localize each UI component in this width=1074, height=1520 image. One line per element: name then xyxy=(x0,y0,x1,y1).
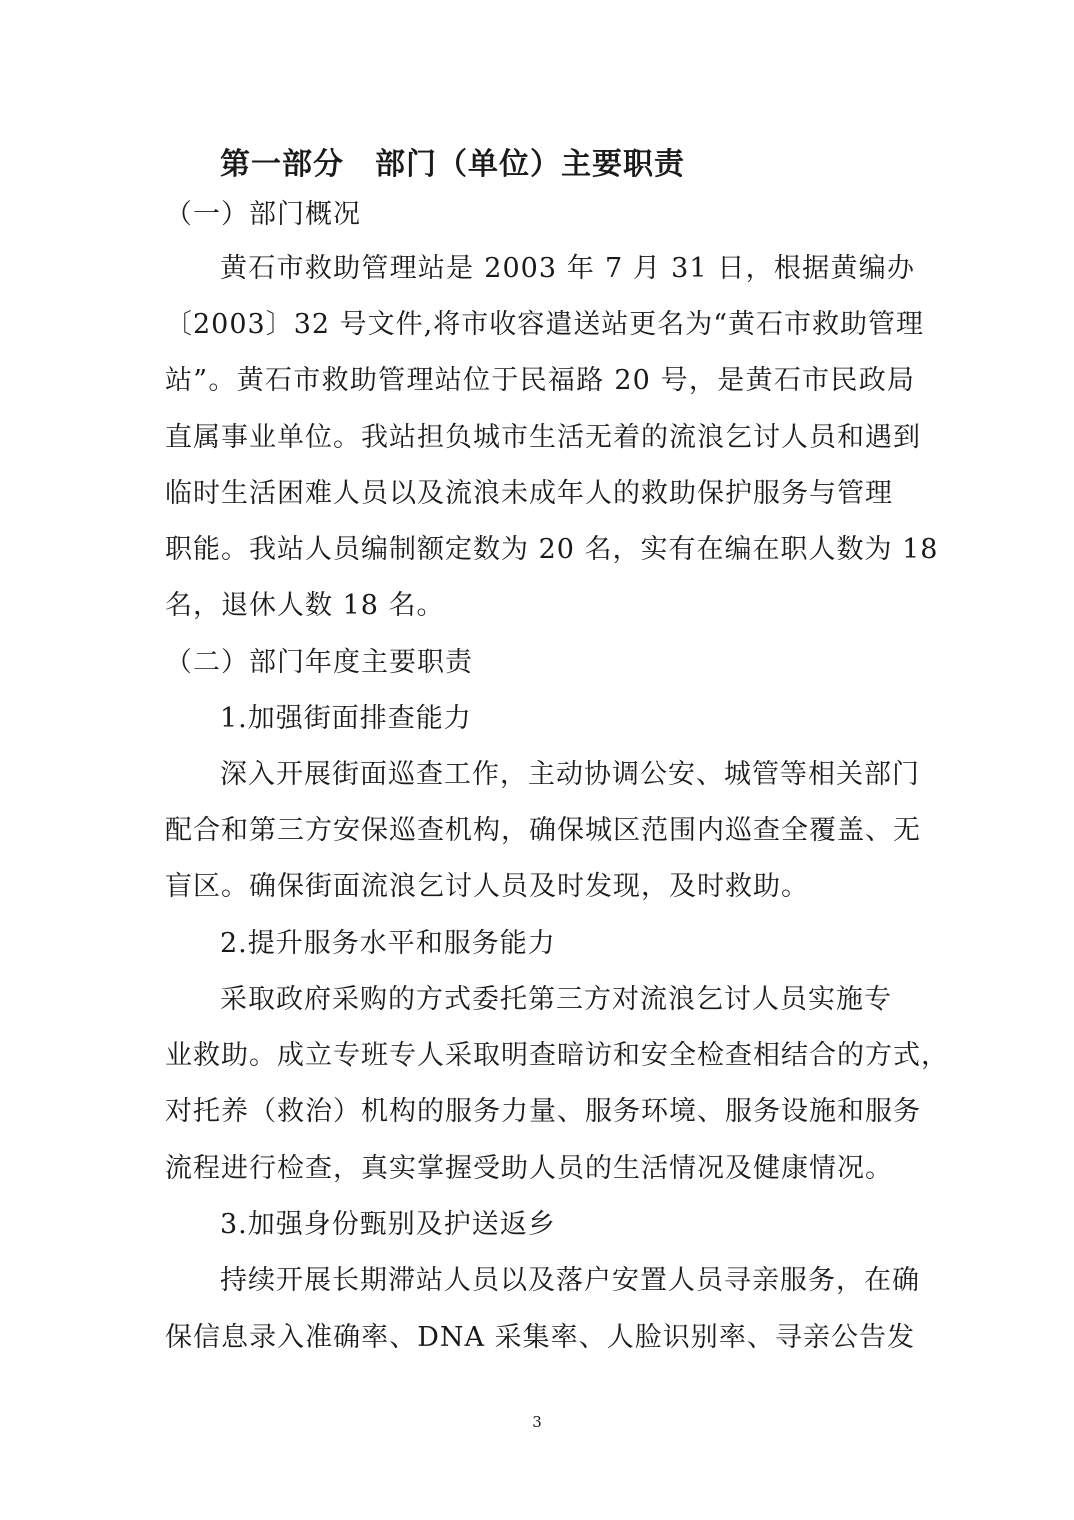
paragraph-line: 业救助。成立专班专人采取明查暗访和安全检查相结合的方式， xyxy=(165,1040,949,1071)
paragraph-line: 持续开展长期滞站人员以及落户安置人员寻亲服务，在确 xyxy=(220,1265,920,1296)
paragraph-line: 流程进行检查，真实掌握受助人员的生活情况及健康情况。 xyxy=(165,1153,893,1184)
paragraph-line: 黄石市救助管理站是 2003 年 7 月 31 日，根据黄编办 xyxy=(220,253,915,284)
paragraph-line: 〔2003〕32 号文件,将市收容遣送站更名为“黄石市救助管理 xyxy=(165,309,925,340)
paragraph-line: 名，退休人数 18 名。 xyxy=(165,590,445,621)
paragraph-line: 深入开展街面巡查工作，主动协调公安、城管等相关部门 xyxy=(220,759,920,790)
item-title: 3.加强身份甄别及护送返乡 xyxy=(220,1209,556,1240)
item-title: 2.提升服务水平和服务能力 xyxy=(220,928,556,959)
paragraph-line: 盲区。确保街面流浪乞讨人员及时发现，及时救助。 xyxy=(165,871,809,902)
paragraph-line: 临时生活困难人员以及流浪未成年人的救助保护服务与管理 xyxy=(165,478,893,509)
paragraph-line: 配合和第三方安保巡查机构，确保城区范围内巡查全覆盖、无 xyxy=(165,815,921,846)
paragraph-line: 直属事业单位。我站担负城市生活无着的流浪乞讨人员和遇到 xyxy=(165,422,921,453)
item-title: 1.加强街面排查能力 xyxy=(220,703,472,734)
paragraph-line: 职能。我站人员编制额定数为 20 名，实有在编在职人数为 18 xyxy=(165,534,939,565)
section-title-overview: （一）部门概况 xyxy=(165,199,361,230)
paragraph-line: 站”。黄石市救助管理站位于民福路 20 号，是黄石市民政局 xyxy=(165,365,915,396)
page-number: 3 xyxy=(532,1413,542,1431)
page-heading: 第一部分 部门（单位）主要职责 xyxy=(220,147,685,182)
paragraph-line: 采取政府采购的方式委托第三方对流浪乞讨人员实施专 xyxy=(220,984,892,1015)
paragraph-line: 保信息录入准确率、DNA 采集率、人脸识别率、寻亲公告发 xyxy=(165,1322,915,1353)
paragraph-line: 对托养（救治）机构的服务力量、服务环境、服务设施和服务 xyxy=(165,1096,921,1127)
section-title-duties: （二）部门年度主要职责 xyxy=(165,647,473,678)
